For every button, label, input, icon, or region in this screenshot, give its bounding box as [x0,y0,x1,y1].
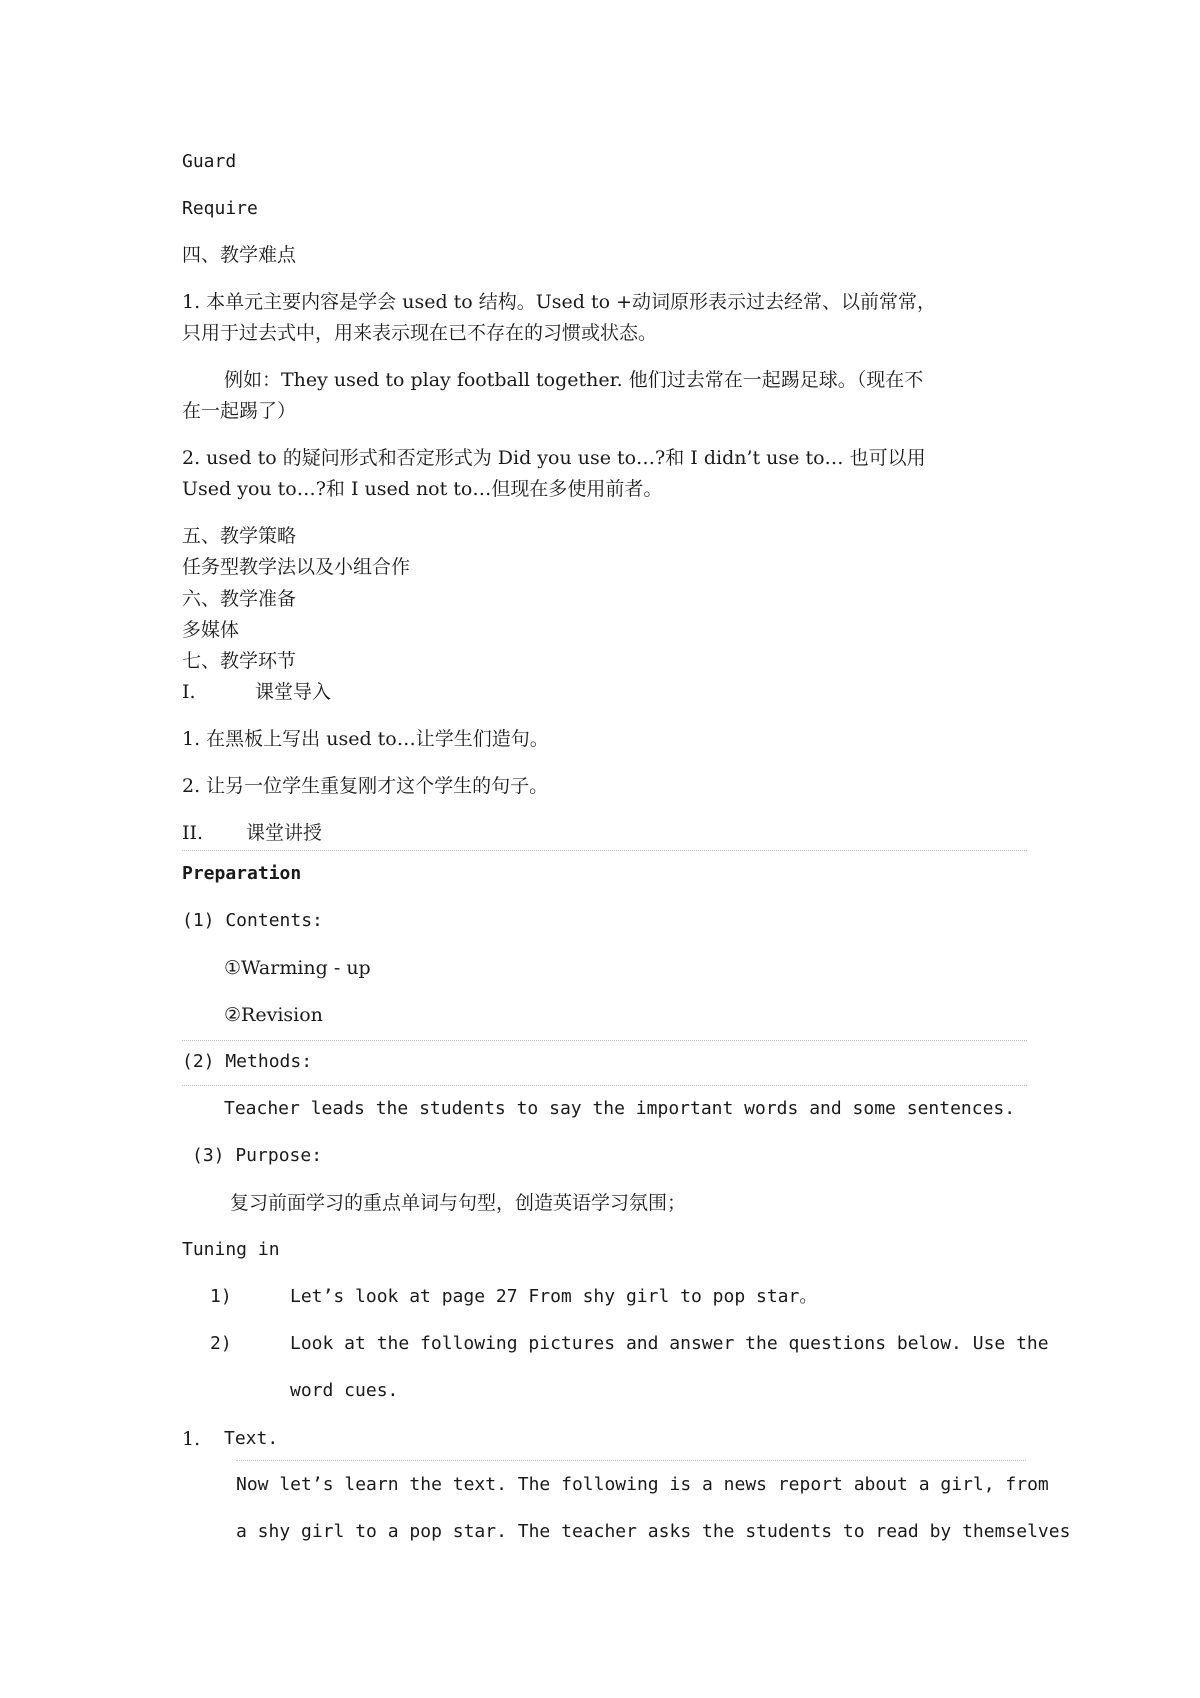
paragraph-difficulty-2-line2: Used you to…?和 I used not to…但现在多使用前者。 [182,478,663,500]
step-2-title: 课堂讲授 [246,822,323,844]
contents-label: (1) Contents: [182,910,323,931]
example-line1: 例如：They used to play football together. 他们过去常在一起踢足球。（现在不 [224,369,924,391]
vocab-guard: Guard [182,151,237,172]
step-1-title: 课堂导入 [255,681,332,703]
tuning-item-2-text-line1: Look at the following pictures and answer the questions below. Use the [290,1333,1049,1354]
dotted-separator [182,1085,1027,1086]
dotted-separator [182,850,1027,851]
example-line2: 在一起踢了） [182,400,297,422]
tuning-in-heading: Tuning in [182,1239,280,1260]
step-1-item-2: 2. 让另一位学生重复刚才这个学生的句子。 [182,775,549,797]
tuning-item-2-number: 2) [210,1333,232,1354]
section-heading-steps: 七、教学环节 [182,650,297,672]
purpose-label: (3) Purpose: [192,1145,323,1166]
tuning-item-2-text-line2: word cues. [290,1380,399,1401]
text-paragraph-line1: Now let’s learn the text. The following is a news report about a girl, from [236,1474,1049,1495]
section-heading-preparation: 六、教学准备 [182,588,297,610]
tuning-item-1-text: Let’s look at page 27 From shy girl to pop star。 [290,1286,818,1307]
section-heading-difficulties: 四、教学难点 [182,244,297,266]
methods-text: Teacher leads the students to say the important words and some sentences. [224,1098,1016,1119]
paragraph-difficulty-2-line1: 2. used to 的疑问形式和否定形式为 Did you use to…?和 I didn’t use to… 也可以用 [182,447,926,469]
contents-item-revision: ②Revision [224,1004,323,1026]
step-1-item-1: 1. 在黑板上写出 used to…让学生们造句。 [182,728,549,750]
text-section-number: 1. [182,1428,201,1450]
strategy-text: 任务型教学法以及小组合作 [182,556,411,578]
text-paragraph-line2: a shy girl to a pop star. The teacher asks the students to read by themselves [236,1521,1071,1542]
vocab-require: Require [182,198,258,219]
section-heading-strategy: 五、教学策略 [182,525,297,547]
paragraph-difficulty-1-line1: 1. 本单元主要内容是学会 used to 结构。Used to +动词原形表示过去经常、以前常常， [182,291,936,313]
step-1-number: I. [182,681,196,703]
dotted-separator [236,1460,1026,1461]
purpose-text: 复习前面学习的重点单词与句型，创造英语学习氛围； [230,1192,687,1214]
methods-label: (2) Methods: [182,1051,313,1072]
preparation-heading: Preparation [182,863,302,884]
tuning-item-1-number: 1) [210,1286,232,1307]
paragraph-difficulty-1-line2: 只用于过去式中，用来表示现在已不存在的习惯或状态。 [182,322,658,344]
preparation-text: 多媒体 [182,619,240,641]
dotted-separator [182,1040,1027,1041]
text-section-title: Text. [224,1428,279,1449]
contents-item-warming-up: ①Warming - up [224,957,371,979]
step-2-number: II. [182,822,204,844]
